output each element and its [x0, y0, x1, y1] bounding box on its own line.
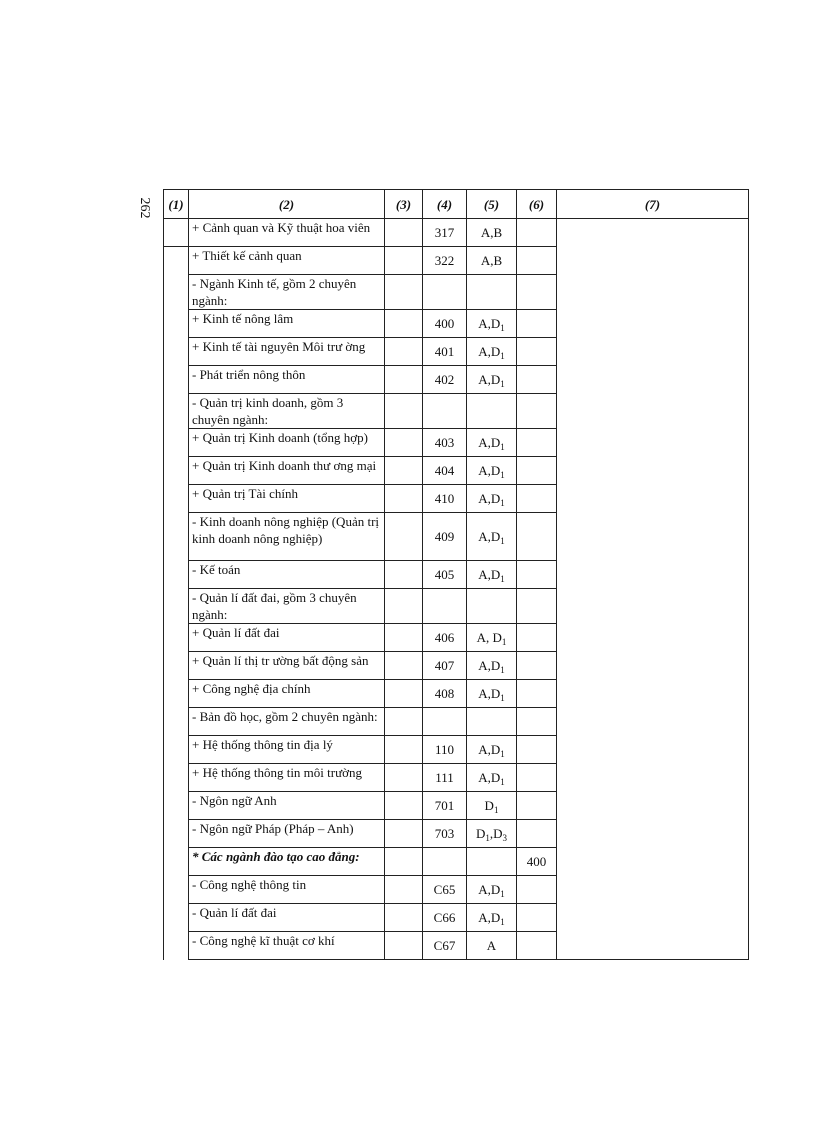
col1-cell: [164, 624, 189, 652]
col3-cell: [385, 680, 423, 708]
quota-cell: [517, 275, 557, 310]
program-name: - Ngành Kinh tế, gồm 2 chuyên ngành:: [189, 275, 385, 310]
exam-blocks: [467, 247, 517, 275]
col3-cell: [385, 792, 423, 820]
quota-cell: [517, 820, 557, 848]
table-body: [164, 219, 749, 960]
program-name: + Cảnh quan và Kỹ thuật hoa viên: [189, 219, 385, 247]
program-name: + Quản trị Kinh doanh thư ơng mại: [189, 457, 385, 485]
block-subscript: 1: [500, 442, 505, 452]
header-row: [164, 190, 749, 219]
admission-table: [163, 189, 749, 960]
block-text: A, D: [476, 630, 502, 645]
program-code: [423, 708, 467, 736]
col1-cell: [164, 247, 189, 275]
col1-cell: [164, 708, 189, 736]
program-code: 317: [423, 219, 467, 247]
block-text: A,B: [480, 253, 503, 268]
program-name: + Quản lí thị tr ường bất động sản: [189, 652, 385, 680]
col3-cell: [385, 310, 423, 338]
program-code: [423, 394, 467, 429]
notes-cell: [557, 219, 749, 960]
exam-blocks: [467, 820, 517, 848]
col3-cell: [385, 485, 423, 513]
program-code: C65: [423, 876, 467, 904]
col1-cell: [164, 394, 189, 429]
quota-cell: [517, 338, 557, 366]
col1-cell: [164, 652, 189, 680]
block-text: A,D: [478, 344, 501, 359]
block-text: A,D: [478, 658, 501, 673]
header-cell-3: (3): [385, 190, 423, 219]
program-name: - Ngôn ngữ Pháp (Pháp – Anh): [189, 820, 385, 848]
exam-blocks: [467, 708, 517, 736]
quota-cell: [517, 247, 557, 275]
quota-cell: 400: [517, 848, 557, 876]
program-code: 701: [423, 792, 467, 820]
program-name: + Quản trị Kinh doanh (tổng hợp): [189, 429, 385, 457]
quota-cell: [517, 764, 557, 792]
quota-cell: [517, 219, 557, 247]
col3-cell: [385, 932, 423, 960]
quota-cell: [517, 394, 557, 429]
block-subscript: 1: [500, 498, 505, 508]
col3-cell: [385, 457, 423, 485]
block-text: A,D: [478, 316, 501, 331]
program-code: 402: [423, 366, 467, 394]
program-name: + Quản lí đất đai: [189, 624, 385, 652]
exam-blocks: [467, 652, 517, 680]
quota-cell: [517, 561, 557, 589]
exam-blocks: [467, 338, 517, 366]
block-subscript: 1: [500, 749, 505, 759]
col1-cell: [164, 310, 189, 338]
program-code: 400: [423, 310, 467, 338]
block-subscript: 1: [500, 323, 505, 333]
col3-cell: [385, 708, 423, 736]
table-row: [164, 219, 749, 247]
col3-cell: [385, 736, 423, 764]
program-code: [423, 589, 467, 624]
quota-cell: [517, 513, 557, 561]
program-code: 403: [423, 429, 467, 457]
col1-cell: [164, 904, 189, 932]
program-code: 111: [423, 764, 467, 792]
quota-cell: [517, 736, 557, 764]
exam-blocks: [467, 680, 517, 708]
col1-cell: [164, 275, 189, 310]
col3-cell: [385, 275, 423, 310]
quota-cell: [517, 624, 557, 652]
program-code: 407: [423, 652, 467, 680]
program-code: 408: [423, 680, 467, 708]
col3-cell: [385, 652, 423, 680]
exam-blocks: [467, 513, 517, 561]
block-text: A,D: [478, 567, 501, 582]
block-subscript: 1: [500, 351, 505, 361]
program-code: C67: [423, 932, 467, 960]
program-code: 110: [423, 736, 467, 764]
quota-cell: [517, 589, 557, 624]
block-subscript: 1: [500, 470, 505, 480]
block-text: A,D: [478, 686, 501, 701]
quota-cell: [517, 310, 557, 338]
program-name: * Các ngành đào tạo cao đẳng:: [189, 848, 385, 876]
col3-cell: [385, 764, 423, 792]
block-text: A,D: [478, 463, 501, 478]
block-subscript: 1: [500, 693, 505, 703]
program-name: + Thiết kế cảnh quan: [189, 247, 385, 275]
block-text: A,D: [478, 770, 501, 785]
exam-blocks: [467, 848, 517, 876]
program-name: + Kinh tế tài nguyên Môi trư ờng: [189, 338, 385, 366]
col3-cell: [385, 904, 423, 932]
program-name: + Kinh tế nông lâm: [189, 310, 385, 338]
page-number: 262: [137, 197, 152, 219]
block-text: A,D: [478, 529, 501, 544]
block-text: D: [475, 826, 486, 841]
quota-cell: [517, 708, 557, 736]
program-code: 703: [423, 820, 467, 848]
col3-cell: [385, 513, 423, 561]
program-code: 322: [423, 247, 467, 275]
header-cell-7: (7): [557, 190, 749, 219]
header-cell-2: (2): [189, 190, 385, 219]
exam-blocks: [467, 485, 517, 513]
program-name: - Quản lí đất đai, gồm 3 chuyên ngành:: [189, 589, 385, 624]
col3-cell: [385, 589, 423, 624]
header-cell-1: (1): [164, 190, 189, 219]
col1-cell: [164, 457, 189, 485]
col3-cell: [385, 820, 423, 848]
col1-cell: [164, 820, 189, 848]
program-name: + Quản trị Tài chính: [189, 485, 385, 513]
block-subscript: 1: [493, 805, 499, 815]
exam-blocks: [467, 457, 517, 485]
program-name: - Ngôn ngữ Anh: [189, 792, 385, 820]
exam-blocks: [467, 764, 517, 792]
col1-cell: [164, 589, 189, 624]
col1-cell: [164, 485, 189, 513]
block-subscript: 1: [500, 777, 505, 787]
col1-cell: [164, 561, 189, 589]
quota-cell: [517, 932, 557, 960]
program-name: + Hệ thống thông tin môi trường: [189, 764, 385, 792]
program-name: - Phát triển nông thôn: [189, 366, 385, 394]
col1-cell: [164, 219, 189, 247]
program-code: 401: [423, 338, 467, 366]
program-name: - Kế toán: [189, 561, 385, 589]
program-code: 406: [423, 624, 467, 652]
block-subscript: 1: [500, 536, 505, 546]
col1-cell: [164, 932, 189, 960]
exam-blocks: [467, 561, 517, 589]
program-name: + Công nghệ địa chính: [189, 680, 385, 708]
block-text: A,D: [478, 435, 501, 450]
program-code: 405: [423, 561, 467, 589]
program-name: + Hệ thống thông tin địa lý: [189, 736, 385, 764]
exam-blocks: [467, 394, 517, 429]
block-text: A,D: [478, 742, 501, 757]
header-cell-5: (5): [467, 190, 517, 219]
block-text: A,B: [480, 225, 503, 240]
program-name: - Quản lí đất đai: [189, 904, 385, 932]
header-cell-4: (4): [423, 190, 467, 219]
quota-cell: [517, 366, 557, 394]
exam-blocks: [467, 366, 517, 394]
col3-cell: [385, 394, 423, 429]
program-code: [423, 848, 467, 876]
exam-blocks: [467, 876, 517, 904]
block-subscript: 1: [500, 917, 505, 927]
exam-blocks: [467, 589, 517, 624]
col3-cell: [385, 429, 423, 457]
block-subscript: 1: [485, 833, 490, 843]
block-text: A,D: [478, 372, 501, 387]
col3-cell: [385, 219, 423, 247]
block-subscript: 3: [502, 833, 508, 843]
exam-blocks: [467, 310, 517, 338]
col1-cell: [164, 680, 189, 708]
program-code: C66: [423, 904, 467, 932]
quota-cell: [517, 652, 557, 680]
col3-cell: [385, 848, 423, 876]
block-text: A,D: [478, 491, 501, 506]
col3-cell: [385, 338, 423, 366]
block-text: A,D: [478, 882, 501, 897]
col1-cell: [164, 513, 189, 561]
col1-cell: [164, 338, 189, 366]
program-name: - Kinh doanh nông nghiệp (Quản trị kinh doanh nông nghiệp): [189, 513, 385, 561]
header-cell-6: (6): [517, 190, 557, 219]
col1-cell: [164, 736, 189, 764]
exam-blocks: [467, 736, 517, 764]
program-name: - Quản trị kinh doanh, gồm 3 chuyên ngành:: [189, 394, 385, 429]
program-code: 409: [423, 513, 467, 561]
col3-cell: [385, 366, 423, 394]
col1-cell: [164, 429, 189, 457]
exam-blocks: [467, 624, 517, 652]
program-name: - Công nghệ thông tin: [189, 876, 385, 904]
program-code: 410: [423, 485, 467, 513]
block-text: D: [484, 798, 494, 813]
col1-cell: [164, 764, 189, 792]
col3-cell: [385, 247, 423, 275]
col1-cell: [164, 876, 189, 904]
col3-cell: [385, 561, 423, 589]
exam-blocks: [467, 429, 517, 457]
program-code: 404: [423, 457, 467, 485]
quota-cell: [517, 876, 557, 904]
exam-blocks: [467, 219, 517, 247]
quota-cell: [517, 680, 557, 708]
exam-blocks: [467, 932, 517, 960]
block-subscript: 1: [500, 665, 505, 675]
quota-cell: [517, 485, 557, 513]
program-code: [423, 275, 467, 310]
col3-cell: [385, 876, 423, 904]
exam-blocks: [467, 904, 517, 932]
quota-cell: [517, 457, 557, 485]
block-subscript: 1: [500, 889, 505, 899]
col1-cell: [164, 366, 189, 394]
block-text: ,D: [489, 826, 503, 841]
exam-blocks: [467, 275, 517, 310]
quota-cell: [517, 429, 557, 457]
block-subscript: 1: [500, 574, 505, 584]
program-name: - Bản đồ học, gồm 2 chuyên ngành:: [189, 708, 385, 736]
col3-cell: [385, 624, 423, 652]
block-subscript: 1: [501, 637, 507, 647]
col1-cell: [164, 792, 189, 820]
block-subscript: 1: [500, 379, 505, 389]
quota-cell: [517, 904, 557, 932]
exam-blocks: [467, 792, 517, 820]
quota-cell: [517, 792, 557, 820]
program-name: - Công nghệ kĩ thuật cơ khí: [189, 932, 385, 960]
block-text: A: [486, 938, 497, 953]
block-text: A,D: [478, 910, 501, 925]
col1-cell: [164, 848, 189, 876]
